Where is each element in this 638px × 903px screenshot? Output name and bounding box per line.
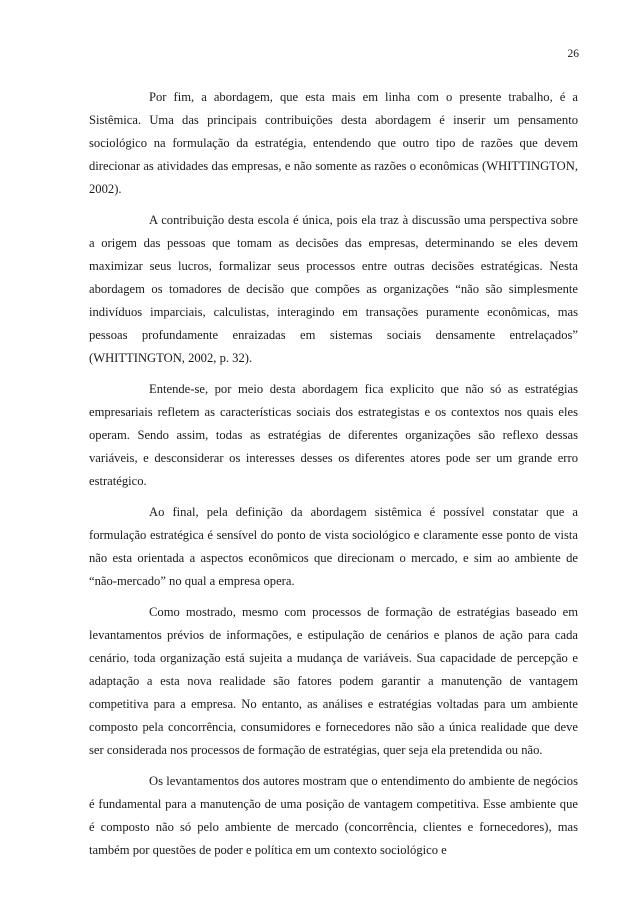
paragraph: A contribuição desta escola é única, pois ela traz à discussão uma perspectiva sobre a origem das pessoas que tomam as decisões das empresas, determinando se eles devem maximizar seus lucros, formalizar seus processos entre outras decisões estratégicas. Nesta abordagem os tomadores de decisão que compões as organizações “não são simplesmente indivíduos imparciais, calculistas, interagindo em transações puramente econômicas, mas pessoas profundamente enraizadas em sistemas sociais densamente entrelaçados” (WHITTINGTON, 2002, p. 32). [89, 213, 578, 365]
paragraph: Os levantamentos dos autores mostram que o entendimento do ambiente de negócios é fundamental para a manutenção de uma posição de vantagem competitiva. Esse ambiente que é composto não só pelo ambiente de mercado (concorrência, clientes e fornecedores), mas também por questões de poder e política em um contexto sociológico e [89, 774, 578, 857]
paragraph: Entende-se, por meio desta abordagem fica explicito que não só as estratégias empresariais refletem as características sociais dos estrategistas e os contextos nos quais eles operam. Sendo assim, todas as estratégias de diferentes organizações são reflexo dessas variáveis, e desconsiderar os interesses desses os diferentes atores pode ser um grande erro estratégico. [89, 382, 578, 488]
paragraph: Como mostrado, mesmo com processos de formação de estratégias baseado em levantamentos prévios de informações, e estipulação de cenários e planos de ação para cada cenário, toda organização está sujeita a mudança de variáveis. Sua capacidade de percepção e adaptação a esta nova realidade são fatores podem garantir a manutenção de vantagem competitiva para a empresa. No entanto, as análises e estratégias voltadas para um ambiente composto pela concorrência, consumidores e fornecedores não são a única realidade que deve ser considerada nos processos de formação de estratégias, quer seja ela pretendida ou não. [89, 605, 578, 757]
paragraph: Por fim, a abordagem, que esta mais em linha com o presente trabalho, é a Sistêmica. Uma das principais contribuições desta abordagem é inserir um pensamento sociológico na formulação da estratégia, entendendo que outro tipo de razões que devem direcionar as atividades das empresas, e não somente as razões o econômicas (WHITTINGTON, 2002). [89, 90, 578, 196]
page-number: 26 [567, 48, 579, 60]
body-text [89, 86, 578, 870]
paragraph: Ao final, pela definição da abordagem sistêmica é possível constatar que a formulação estratégica é sensível do ponto de vista sociológico e claramente esse ponto de vista não esta orientada a aspectos econômicos que direcionam o mercado, e sim ao ambiente de “não-mercado” no qual a empresa opera. [89, 505, 578, 588]
